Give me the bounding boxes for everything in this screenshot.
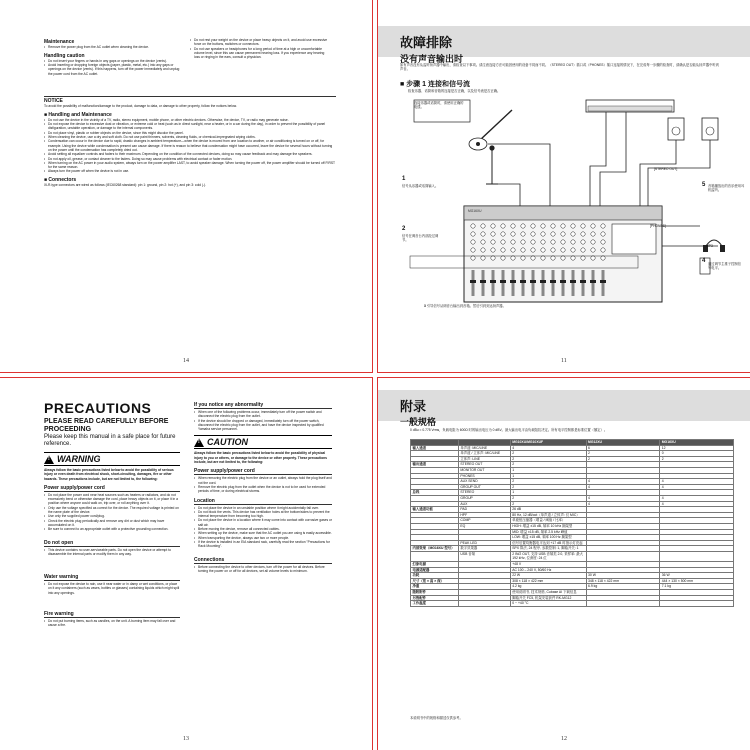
mixer-knob: [511, 248, 515, 252]
mixer-knob: [501, 248, 505, 252]
list-item: • Do not expose the device to rain, use it near water or in damp or wet conditions, or place on it any containers (such as vases, bottles or glasses) containing liquids which might spill into any openings.: [44, 582, 180, 595]
keep-note: Please keep this manual in a safe place for future reference.: [44, 434, 176, 447]
list-item: • Do not use the device in the vicinity of a TV, radio, stereo equipment, mobile phone, or other electric devices. Otherwise, the device, TV, or radio may generate noise.: [44, 118, 336, 122]
mixer-knob: [541, 232, 545, 236]
manual-page-13: [0, 377, 373, 750]
page-number: 12: [561, 736, 567, 742]
abnormality-list: [194, 410, 332, 431]
mixer-knob: [481, 248, 485, 252]
maintenance-heading: Maintenance: [44, 39, 75, 45]
table-cell: 输入通道: [411, 445, 459, 451]
power-cord-heading: Power supply/power cord: [44, 485, 180, 492]
table-cell: 尺寸（宽 × 高 × 深）: [411, 578, 459, 584]
list-item: • Do not place the power cord near heat sources such as heaters or radiators, and do not excessively bend or otherwise damage the cord, place heavy objects on it, or place it in a position where anyone could walk on, trip over, or roll anything over it.: [44, 493, 180, 506]
list-item: • If the device is installed in an EIA standard rack, carefully read the section "Precautions for Rack Mounting".: [194, 540, 332, 549]
table-cell: HPF: [458, 512, 510, 518]
callout-text: 连接乐器或话筒时，请使用正确的电缆。: [414, 101, 464, 110]
mixer-knob: [551, 240, 555, 244]
list-item: • Use only the supplied power cord/plug.: [44, 514, 180, 518]
label-4: 通过调节主推子控制信号电平。: [708, 262, 741, 271]
mixer-knob: [501, 240, 505, 244]
table-cell: 2 IN/2 OUT, 支持 USB 音频类 2.0, 采样率: 最大 192 kHz, 位深度: 24 位: [510, 551, 586, 561]
mixer-knob: [511, 224, 515, 228]
manual-page-14: [0, 0, 373, 373]
list-item: • This device contains no user-serviceable parts. Do not open the device or attempt to disassemble the internal parts or modify them in any way.: [44, 548, 180, 557]
spec-table: [410, 439, 734, 607]
step-marker-2: 2: [402, 226, 406, 232]
mixer-knob: [581, 224, 585, 228]
table-cell: 数字效果器: [458, 546, 510, 552]
table-cell: EQ: [458, 523, 510, 529]
mixer-fader-cap: [560, 280, 566, 283]
page14-left-column: [44, 36, 184, 76]
page-number: 13: [183, 736, 189, 742]
warning-banner: [44, 452, 180, 466]
notice-heading: NOTICE: [44, 98, 63, 104]
table-cell: 80 Hz, 12 dB/oct（单声道 / 立体声: 仅 MIC）: [510, 512, 586, 518]
mixer-knob: [521, 232, 525, 236]
table-cell: 输入通道功能: [411, 507, 459, 513]
speaker-left-icon: [668, 118, 684, 140]
manual-page-12: [377, 377, 750, 750]
mixer-fader-cap: [530, 280, 536, 283]
table-cell: 2: [510, 484, 586, 490]
list-item: • Do not rest your weight on the device or place heavy objects on it, and avoid use excessive force on the buttons, switches or connectors.: [190, 38, 330, 47]
handling-maintenance-list: [44, 118, 336, 174]
divider: [44, 96, 336, 97]
table-cell: 4: [660, 501, 734, 507]
mixer-knob: [591, 224, 595, 228]
mixer-fader-cap: [590, 280, 596, 283]
mixer-knob: [591, 240, 595, 244]
step-marker-4: 4: [702, 258, 706, 264]
table-cell: 6.9 kg: [586, 584, 660, 590]
fire-warning-heading: Fire warning: [44, 611, 180, 618]
label-3: 3 引导信号从调音台输出到音箱。然后引到到达扬声器。: [424, 304, 506, 308]
caution-banner: [194, 435, 332, 449]
list-item: • Do not apply oil, grease, or contact cleaner to the faders. Doing so may cause problems with electrical contact or fader motion.: [44, 157, 336, 161]
table-cell: 工作温度: [411, 601, 459, 607]
mixer-master-section: [612, 224, 656, 254]
handling-list-continued: [190, 38, 330, 59]
connectors-heading-text: Connectors: [48, 176, 77, 183]
fire-warning-list: [44, 619, 180, 628]
connections-list: [194, 565, 332, 574]
warning-triangle-icon: [44, 455, 54, 464]
footer-note: 本说明书中的规格和描述仅供参考。: [410, 716, 463, 720]
mixer-knob: [511, 256, 515, 260]
manual-page-11: [377, 0, 750, 373]
table-header-cell: MG10XU/MG10XUF: [510, 440, 586, 446]
connectors-heading: ■ Connectors: [44, 176, 77, 183]
table-cell: [586, 551, 660, 561]
mixer-knob: [531, 232, 535, 236]
mixer-knob: [571, 256, 575, 260]
location-list: [194, 506, 332, 549]
mixer-knob: [501, 232, 505, 236]
maintenance-list: [44, 45, 184, 49]
table-cell: 2: [510, 495, 586, 501]
do-not-open-list: [44, 548, 180, 557]
table-header-cell: MG12XU: [586, 440, 660, 446]
table-cell: [411, 551, 459, 561]
mixer-knob: [541, 240, 545, 244]
warning-intro: Always follow the basic precautions listed below to avoid the possibility of serious injury or even death from electrical shock, short-circuiting, damages, fire or other hazards. These precautions include, but are not limited to, the following:: [44, 468, 174, 481]
list-item: • Always turn the power off when the device is not in use.: [44, 169, 336, 173]
mixer-knob: [571, 248, 575, 252]
mixer-fader-cap: [480, 280, 486, 283]
table-cell: 内部效果（MG16XU 型号）: [411, 546, 459, 552]
mixer-fader-cap: [510, 280, 516, 283]
table-cell: 4: [660, 484, 734, 490]
table-cell: 4: [660, 479, 734, 485]
table-cell: 2: [660, 456, 734, 462]
mixer-knob: [501, 256, 505, 260]
table-cell: 0: [660, 451, 734, 457]
list-item: • Do not place the device in a location where it may come into contact with corrosive gases or salt air.: [194, 518, 332, 527]
connections-heading: Connections: [194, 557, 332, 564]
page13-left-column: [44, 400, 180, 628]
mixer-knob: [571, 240, 575, 244]
table-cell: 使用说明书, 技术规格, Cubase AI 下载信息: [510, 590, 586, 596]
spec-table-body: [411, 445, 734, 606]
table-cell: COMP: [458, 518, 510, 524]
list-item: • Do not use speakers or headphones for a long period of time at a high or uncomfortable volume level, since this can cause permanent hearing loss. If you experience any hearing loss or ringing in the ears, consult a physician.: [190, 47, 330, 60]
step-description: 检查乐器、话筒和音箱的连接是否正确，以及信号流是否正确。: [408, 89, 501, 93]
table-cell: GROUP: [458, 495, 510, 501]
table-cell: 12: [660, 445, 734, 451]
mixer-knob: [531, 240, 535, 244]
table-cell: MID: 增益 ±15 dB, 频率 2.5 kHz 峰值: [510, 529, 586, 535]
mixer-knob: [471, 240, 475, 244]
mixer-knob: [491, 240, 495, 244]
mixer-knob: [471, 224, 475, 228]
mixer-knob: [491, 224, 495, 228]
table-cell: 2: [510, 479, 586, 485]
table-cell: 4: [586, 495, 660, 501]
mixer-knob: [481, 224, 485, 228]
table-cell: 输出通道: [411, 462, 459, 468]
table-cell: AC 100 – 240 V, 50/60 Hz: [510, 567, 586, 573]
table-cell: 另售配件: [411, 595, 459, 601]
table-cell: 脚踏开关 FC5, 机架安装套件 RK-MG12: [510, 595, 586, 601]
table-cell: 0 ~ +40 °C: [510, 601, 586, 607]
mixer-knob: [561, 240, 565, 244]
table-cell: 2: [586, 451, 660, 457]
mixer-knob: [521, 224, 525, 228]
table-cell: STEREO: [458, 490, 510, 496]
phones-label: [PHONES]: [650, 224, 666, 228]
mixer-fader-cap: [570, 280, 576, 283]
page-number: 14: [183, 358, 189, 364]
table-cell: USB 音频: [458, 551, 510, 561]
caution-intro: Always follow the basic precautions listed below to avoid the possibility of physical injury to you or others, or damage to the device or other property. These precautions include, but are not limited to, the following:: [194, 451, 327, 465]
table-cell: 总线: [411, 490, 459, 496]
handling-maintenance-heading: ■ Handling and Maintenance: [44, 111, 112, 118]
table-cell: 7.1 kg: [660, 584, 734, 590]
mixer-knob: [601, 232, 605, 236]
table-cell: 幻象电源: [411, 562, 459, 568]
table-cell: 1: [510, 467, 586, 473]
mixer-knob: [471, 256, 475, 260]
mixer-knob: [571, 224, 575, 228]
mixer-knob: [511, 240, 515, 244]
list-item: • Avoid inserting or dropping foreign objects (paper, plastic, metal, etc.) into any gaps or openings on the device (vents). If this happens, turn off the power immediately and unplug the power cord from the AC outlet.: [44, 63, 184, 76]
location-heading: Location: [194, 498, 332, 505]
label-3-text: 引导信号从调音台输出到音箱。然后引到到达扬声器。: [426, 304, 506, 308]
table-cell: 电源适配器: [411, 567, 459, 573]
mixer-knob: [531, 248, 535, 252]
step-title-text: 步骤 1 连接和信号流: [406, 81, 470, 88]
table-cell: 2: [510, 501, 586, 507]
power-cord-2-list: [194, 476, 332, 493]
mixer-fader-cap: [550, 280, 556, 283]
warning-label: WARNING: [57, 454, 101, 464]
list-item: • When removing the electric plug from the device or an outlet, always hold the plug itself and not the cord.: [194, 476, 332, 485]
table-cell: 功耗: [411, 573, 459, 579]
table-cell: 2: [510, 451, 586, 457]
mixer-device: [464, 206, 662, 302]
mixer-knob: [471, 232, 475, 236]
table-cell: 348 × 118 × 422 mm: [586, 578, 660, 584]
mixer-knob: [561, 232, 565, 236]
mp3-label: MP3: [706, 244, 713, 248]
mixer-knob: [481, 240, 485, 244]
table-header-cell: MG16XU: [660, 440, 734, 446]
table-cell: AUX SEND: [458, 479, 510, 485]
power-cord-list: [44, 493, 180, 532]
list-item: • When turning on the AC power in your audio system, always turn on the power amplifier LAST, to avoid speaker damage. When turning the power off, the power amplifier should be turned off FIRST for the same reason.: [44, 161, 336, 170]
mixer-knob: [581, 232, 585, 236]
sub-title: 一般规格: [400, 417, 437, 427]
mixer-fader-cap: [580, 280, 586, 283]
list-item: • Do not block the vents. This device has ventilation holes at the bottom/sides to prevent the internal temperature from becoming too high.: [194, 510, 332, 519]
list-item: • If the device should be dropped or damaged, immediately turn off the power switch, disconnect the electric plug from the outlet, and have the device inspected by qualified Yamaha service personnel.: [194, 419, 332, 432]
list-item: • Remove the power plug from the AC outlet when cleaning the device.: [44, 45, 184, 49]
mixer-knob: [551, 256, 555, 260]
table-cell: 4: [660, 495, 734, 501]
mixer-knob: [581, 248, 585, 252]
section-title: 故障排除: [400, 35, 453, 50]
table-cell: PAD: [458, 507, 510, 513]
page-number: 11: [561, 358, 567, 364]
mixer-knob: [591, 256, 595, 260]
list-item: • Do not place the device in an unstable position where it might accidentally fall over.: [194, 506, 332, 510]
mixer-knob: [501, 224, 505, 228]
mixer-knob: [481, 232, 485, 236]
table-cell: STEREO OUT: [458, 462, 510, 468]
mixer-knob: [591, 248, 595, 252]
do-not-open-heading: Do not open: [44, 540, 180, 547]
mixer-knob: [581, 256, 585, 260]
mixer-model-label: MG16XU: [468, 209, 482, 213]
table-cell: LOW: 增益 ±15 dB, 频率 100 Hz 搁架型: [510, 535, 586, 541]
mixer-fader-cap: [520, 280, 526, 283]
table-cell: MONITOR OUT: [458, 467, 510, 473]
mixer-fader-cap: [500, 280, 506, 283]
speaker-right-icon: [702, 118, 718, 140]
list-item: • Check the electric plug periodically and remove any dirt or dust which may have accumulated on it.: [44, 519, 180, 528]
handling-heading: Handling caution: [44, 52, 85, 59]
mixer-knob: [601, 256, 605, 260]
table-cell: [660, 551, 734, 561]
table-cell: 26 dB: [510, 507, 586, 513]
list-item: • Do not insert your fingers or hands in any gaps or openings on the device (vents).: [44, 59, 184, 63]
mixer-knob: [511, 232, 515, 236]
mixer-fader-cap: [540, 280, 546, 283]
label-2: 信号在调音台内部经过调节。: [402, 234, 439, 243]
mixer-knob: [591, 232, 595, 236]
mixer-knob: [561, 224, 565, 228]
water-warning-list: [44, 582, 180, 595]
mixer-fader-cap: [470, 280, 476, 283]
handling-list: [44, 59, 184, 76]
step-title: ■ 步骤 1 连接和信号流: [400, 81, 470, 88]
table-cell: 净重: [411, 584, 459, 590]
mixer-knob: [601, 240, 605, 244]
table-cell: [458, 601, 510, 607]
table-cell: 4: [586, 501, 660, 507]
mixer-knob: [531, 256, 535, 260]
page-title: PRECAUTIONS: [44, 400, 152, 416]
table-cell: AUX: [458, 501, 510, 507]
list-item: • Do not put burning items, such as candles, on the unit. A burning item may fall over and cause a fire.: [44, 619, 180, 628]
mixer-knob: [491, 232, 495, 236]
notice-block: [44, 94, 336, 187]
mixer-knob: [541, 248, 545, 252]
page-subtitle: PLEASE READ CAREFULLY BEFORE PROCEEDING: [44, 418, 169, 433]
mixer-knob: [481, 256, 485, 260]
mixer-knob: [521, 248, 525, 252]
list-item: • Do not place vinyl, plastic or rubber objects on the device, since this might discolor the panel.: [44, 131, 336, 135]
table-cell: 1: [510, 473, 586, 479]
connection-diagram: [400, 96, 730, 314]
keyboard-icon: [586, 100, 674, 112]
section-title: 附录: [400, 399, 427, 414]
table-cell: [586, 601, 660, 607]
table-cell: 信号后置均衡器电平达到 +17 dB 时指示灯亮起: [510, 540, 586, 546]
list-item: • When cleaning the device, use a dry and soft cloth. Do not use paint thinners, solvents, cleaning fluids, or chemical-impregnated wiping cloths.: [44, 135, 336, 139]
table-cell: 立体声: LINE: [458, 456, 510, 462]
abnormality-heading: If you notice any abnormality: [194, 402, 332, 409]
table-cell: 444 × 130 × 500 mm: [660, 578, 734, 584]
stereo-out-label: [STEREO OUT]: [654, 167, 678, 171]
mixer-knob: [491, 256, 495, 260]
list-item: • Remove the electric plug from the outlet when the device is not to be used for extended periods of time, or during electrical storms.: [194, 485, 332, 494]
table-cell: 1: [510, 490, 586, 496]
table-cell: GROUP OUT: [458, 484, 510, 490]
table-cell: 30 W: [586, 573, 660, 579]
table-cell: 6: [586, 445, 660, 451]
label-5: 音箱播放出的音乐使用耳机监听。: [708, 184, 745, 193]
table-cell: 308 × 118 × 422 mm: [510, 578, 586, 584]
table-cell: 22 W: [510, 573, 586, 579]
mixer-knob: [551, 248, 555, 252]
list-item: • Only use the voltage specified as correct for the device. The required voltage is printed on the name plate of the device.: [44, 506, 180, 515]
table-cell: 36 W: [660, 573, 734, 579]
list-item: • Condensation can occur in the device due to rapid, drastic changes in ambient temperature—when the device is moved from one location to another, or air conditioning is turned on or off, for example. Using the device while condensation is present can cause damage. If there is reason to believe that condensation might have occurred, leave the device for several hours without turning on the power until the condensation has completely dried out.: [44, 139, 336, 152]
list-item: • Before moving the device, remove all connected cables.: [194, 527, 332, 531]
step-marker-1: 1: [402, 176, 406, 182]
microphone-icon: [486, 145, 498, 184]
mixer-knob: [581, 240, 585, 244]
mixer-knob: [541, 256, 545, 260]
mixer-knob: [601, 248, 605, 252]
spec-note: 0 dBu = 0.775 Vrms，负载电阻为 600Ω 时的输出电压为 0 dBV。最大输出电平由负载阻抗决定。所有电平控制都是标准位置（额定）。: [410, 428, 608, 432]
notice-intro: To avoid the possibility of malfunction/damage to the product, damage to data, or damage to other property, follow the notices below.: [44, 104, 237, 109]
table-cell: [660, 601, 734, 607]
mixer-knob: [541, 224, 545, 228]
table-row: [411, 551, 734, 561]
step-marker-5: 5: [702, 182, 706, 188]
handling-maintenance-heading-text: Handling and Maintenance: [48, 111, 112, 118]
table-cell: +48 V: [510, 562, 586, 568]
sub-title: 没有声音输出时: [400, 54, 464, 64]
table-cell: SPX 算法, 24 程序, 参数控制: 1, 脚踏开关: 1: [510, 546, 586, 552]
table-cell: 2: [510, 456, 586, 462]
connectors-text: XLR-type connectors are wired as follows (IEC60268 standard): pin 1: ground, pin 2: hot (+), and pin 3: cold (-).: [44, 183, 207, 188]
list-item: • Be sure to connect to an appropriate outlet with a protective grounding connection.: [44, 527, 180, 531]
table-cell: 单声道: MIC/LINE: [458, 445, 510, 451]
list-item: • When transporting the device, always use two or more people.: [194, 536, 332, 540]
mixer-knob: [491, 248, 495, 252]
mixer-knob: [521, 256, 525, 260]
power-cord-2-heading: Power supply/power cord: [194, 468, 332, 475]
table-cell: 随附附件: [411, 590, 459, 596]
mixer-fader-cap: [490, 280, 496, 283]
list-item: • Before connecting the device to other devices, turn off the power for all devices. Before turning the power on or off for all devices, set all volume levels to minimum.: [194, 565, 332, 574]
table-cell: 4: [586, 484, 660, 490]
intro-text: 如有声音没有从监听扬声器中输出，请检查以下事项。请注意连接方法可能因使用的设备不同而不同。（STEREO OUT）插口或（PHONES）插口连接的情况下，在完成每一步骤的检查时，请确认是否能从扬声器中听到声音。: [400, 63, 719, 72]
table-cell: 2: [510, 462, 586, 468]
page14-right-column: [190, 38, 330, 59]
table-cell: 单旋钮压缩器（增益 / 阈值 / 比率）: [510, 518, 586, 524]
mixer-knob: [551, 224, 555, 228]
mixer-knob: [531, 224, 535, 228]
table-cell: 4.2 kg: [510, 584, 586, 590]
mixer-knob: [571, 232, 575, 236]
list-item: • When setting up the device, make sure that the AC outlet you are using is easily accessible.: [194, 531, 332, 535]
table-cell: 4: [510, 445, 586, 451]
table-cell: PHONES: [458, 473, 510, 479]
caution-label: CAUTION: [207, 437, 248, 448]
table-row: [411, 601, 734, 607]
mixer-knob: [471, 248, 475, 252]
caution-triangle-icon: [194, 438, 204, 447]
table-cell: HIGH: 增益 ±15 dB, 频率 10 kHz 搁架型: [510, 523, 586, 529]
list-item: • Avoid setting all equalizer controls and faders to their maximum. Depending on the condition of the connected devices, doing so may cause feedback and may damage the speakers.: [44, 152, 336, 156]
mixer-knob: [561, 248, 565, 252]
mixer-fader-cap: [600, 280, 606, 283]
list-item: • Do not expose the device to excessive dust or vibration, or extreme cold or heat (such as in direct sunlight, near a heater, or in a car during the day), in order to prevent the possibility of panel disfiguration, unstable operation, or damage to the internal components.: [44, 122, 336, 131]
mixer-knob: [521, 240, 525, 244]
mixer-knob: [601, 224, 605, 228]
label-1: 信号从乐器或话筒输入。: [402, 184, 439, 188]
water-warning-heading: Water warning: [44, 574, 180, 581]
list-item: • When one of the following problems occur, immediately turn off the power switch and disconnect the electric plug from the outlet.: [194, 410, 332, 419]
table-cell: 2: [586, 456, 660, 462]
page13-right-column: [194, 402, 332, 573]
mixer-knob: [561, 256, 565, 260]
table-cell: 单声道 / 立体声: MIC/LINE: [458, 451, 510, 457]
mixer-knob: [551, 232, 555, 236]
table-cell: 4: [586, 479, 660, 485]
table-cell: PEAK LED: [458, 540, 510, 546]
